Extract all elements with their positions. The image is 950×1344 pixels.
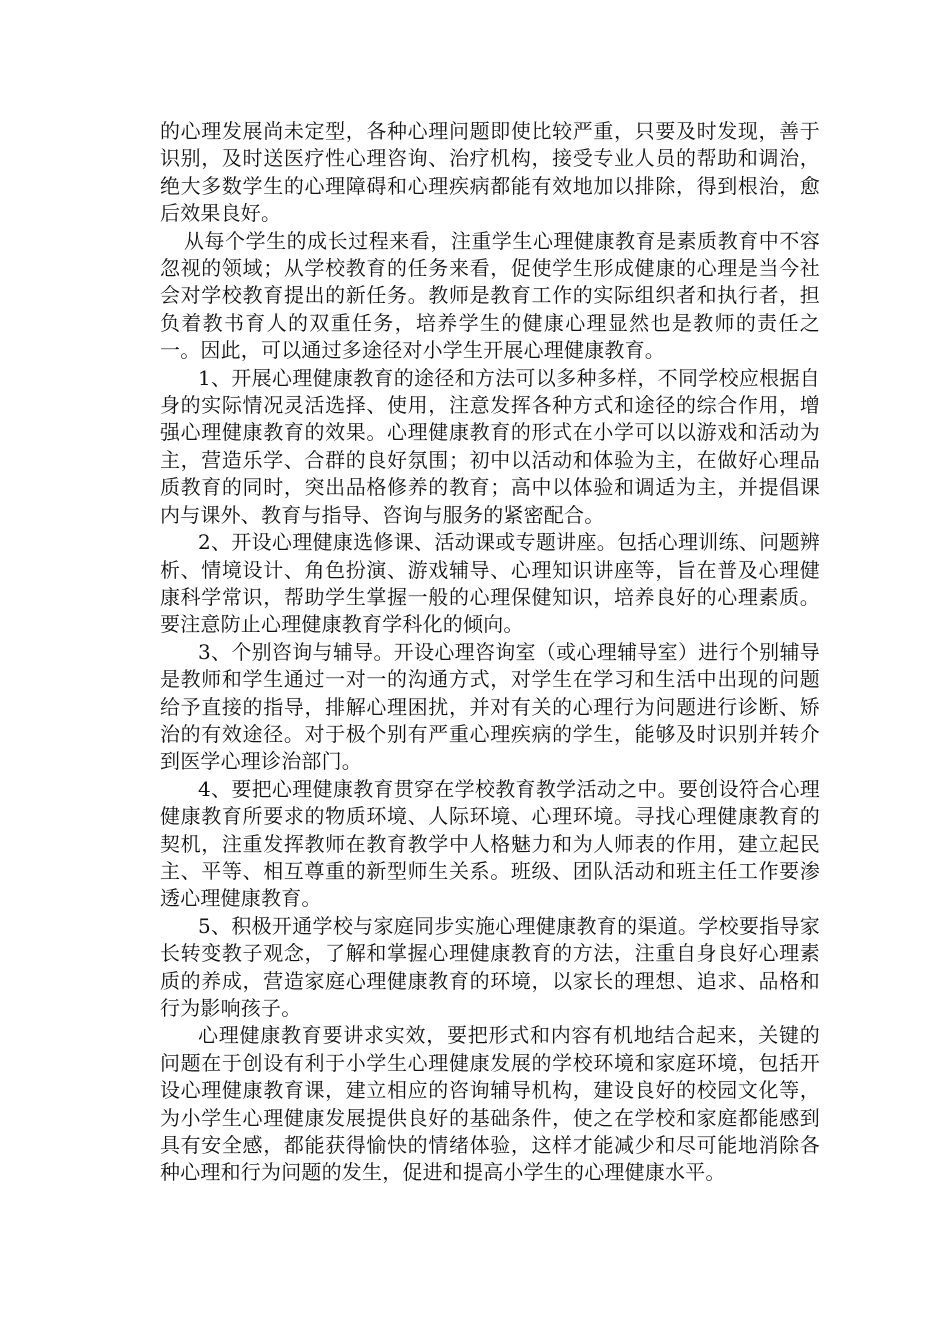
- paragraph-item-4: 4、要把心理健康教育贯穿在学校教育教学活动之中。要创设符合心理健康教育所要求的物质环境、人际环境、心理环境。寻找心理健康教育的契机，注重发挥教师在教育教学中人格魅力和为人师表的作用，建立起民主、平等、相互尊重的新型师生关系。班级、团队活动和班主任工作要渗透心理健康教育。: [160, 776, 820, 911]
- paragraph-continuation: 的心理发展尚未定型，各种心理问题即使比较严重，只要及时发现，善于识别，及时送医疗性心理咨询、治疗机构，接受专业人员的帮助和调治，绝大多数学生的心理障碍和心理疾病都能有效地加以排除，得到根治，愈后效果良好。: [160, 119, 820, 226]
- paragraph-importance: 从每个学生的成长过程来看，注重学生心理健康教育是素质教育中不容忽视的领域；从学校教育的任务来看，促使学生形成健康的心理是当今社会对学校教育提出的新任务。教师是教育工作的实际组织者和执行者，担负着教书育人的双重任务，培养学生的健康心理显然也是教师的责任之一。因此，可以通过多途径对小学生开展心理健康教育。: [160, 228, 820, 363]
- paragraph-conclusion: 心理健康教育要讲求实效，要把形式和内容有机地结合起来，关键的问题在于创设有利于小学生心理健康发展的学校环境和家庭环境，包括开设心理健康教育课，建立相应的咨询辅导机构，建设良好的校园文化等，为小学生心理健康发展提供良好的基础条件，使之在学校和家庭都能感到具有安全感，都能获得愉快的情绪体验，这样才能减少和尽可能地消除各种心理和行为问题的发生，促进和提高小学生的心理健康水平。: [160, 1023, 820, 1185]
- paragraph-item-2: 2、开设心理健康选修课、活动课或专题讲座。包括心理训练、问题辨析、情境设计、角色扮演、游戏辅导、心理知识讲座等，旨在普及心理健康科学常识，帮助学生掌握一般的心理保健知识，培养良好的心理素质。要注意防止心理健康教育学科化的倾向。: [160, 530, 820, 637]
- paragraph-item-3: 3、个别咨询与辅导。开设心理咨询室（或心理辅导室）进行个别辅导是教师和学生通过一对一的沟通方式，对学生在学习和生活中出现的问题给予直接的指导，排解心理困扰，并对有关的心理行为问题进行诊断、矫治的有效途径。对于极个别有严重心理疾病的学生，能够及时识别并转介到医学心理诊治部门。: [160, 639, 820, 774]
- paragraph-item-1: 1、开展心理健康教育的途径和方法可以多种多样，不同学校应根据自身的实际情况灵活选择、使用，注意发挥各种方式和途径的综合作用，增强心理健康教育的效果。心理健康教育的形式在小学可以以游戏和活动为主，营造乐学、合群的良好氛围；初中以活动和体验为主，在做好心理品质教育的同时，突出品格修养的教育；高中以体验和调适为主，并提倡课内与课外、教育与指导、咨询与服务的紧密配合。: [160, 365, 820, 527]
- paragraph-item-5: 5、积极开通学校与家庭同步实施心理健康教育的渠道。学校要指导家长转变教子观念，了解和掌握心理健康教育的方法，注重自身良好心理素质的养成，营造家庭心理健康教育的环境，以家长的理想、追求、品格和行为影响孩子。: [160, 913, 820, 1020]
- document-body: [160, 118, 820, 1187]
